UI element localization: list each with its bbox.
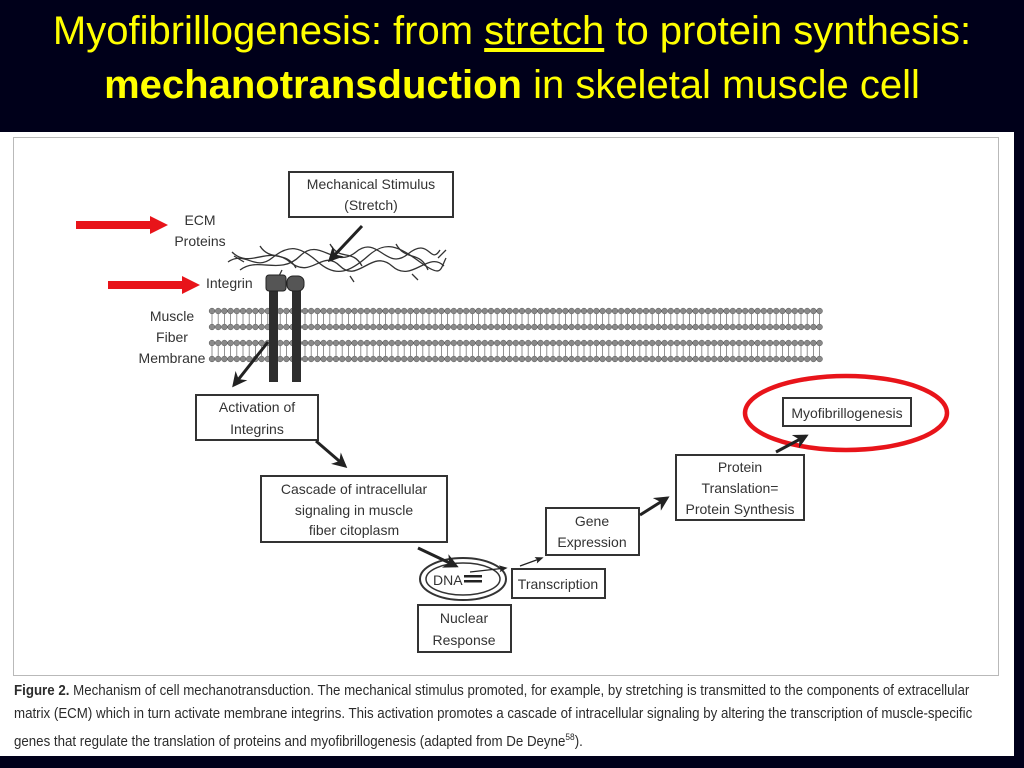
activation-of-integrins-box [196,395,318,440]
membrane-bilayer [209,305,826,365]
nuclear-line1: Nuclear [439,610,489,626]
caption-reference-number: 58 [565,732,575,742]
activation-line2: Integrins [230,421,284,437]
transcription-box [512,569,605,598]
nuclear-response-box [418,605,511,652]
transcription-label: Transcription [517,576,599,592]
gene-line1: Gene [574,513,610,529]
caption-figure-label: Figure 2. [14,683,70,699]
dna-label: DNA [433,572,463,588]
mechanical-stimulus-line1: Mechanical Stimulus [306,176,436,192]
gene-expression-box [546,508,639,555]
arrow-transcription-to-gene [520,558,542,566]
cascade-line2: signaling in muscle [294,502,414,518]
protein-line3: Protein Synthesis [685,501,795,517]
title-text-2: to protein synthesis: [604,9,972,53]
protein-translation-box [676,455,804,520]
ecm-pointer-arrow [76,216,168,234]
mechanotransduction-diagram [0,132,1014,677]
nuclear-line2: Response [432,632,496,648]
membrane-label-line3: Membrane [138,350,206,366]
slide-title [0,0,1024,130]
arrow-gene-to-protein [640,498,667,515]
title-text-1: Myofibrillogenesis: from [52,9,485,53]
protein-line1: Protein [717,459,763,475]
myofibrillogenesis-label: Myofibrillogenesis [791,405,903,421]
gene-line2: Expression [557,534,627,550]
cascade-line1: Cascade of intracellular [280,481,428,497]
title-line-1 [0,0,1024,58]
membrane-label-line2: Fiber [156,329,188,345]
ecm-label-line2: Proteins [174,233,226,249]
mechanical-stimulus-line2: (Stretch) [344,197,398,213]
arrow-protein-to-myofibrillogenesis [776,436,806,452]
dna-nucleus [420,558,506,600]
ecm-label-line1: ECM [184,212,216,228]
cascade-line3: fiber citoplasm [308,522,400,538]
title-text-3: in skeletal muscle cell [521,63,920,107]
title-bold-word: mechanotransduction [104,63,522,107]
title-stretch-word: stretch [484,9,605,53]
figure-panel [0,132,1014,756]
caption-text-end: ). [574,733,583,750]
caption-text: Mechanism of cell mechanotransduction. The mechanical stimulus promoted, for example, by stretching is transmitted to the components of extracellular matrix (ECM) which in turn activate membrane integrins. This activation promotes a cascade of intracellular signaling by altering the transcription of muscle-specific genes that regulate the translation of proteins and myofibrillogenesis (adapted from De Deyne [14,683,973,750]
myofibrillogenesis-box [783,398,911,426]
arrow-activation-to-cascade [316,441,345,466]
title-line-2 [0,58,1024,112]
figure-caption [14,680,1004,754]
integrin-pointer-arrow [108,276,200,294]
activation-line1: Activation of [218,399,296,415]
integrin-label: Integrin [206,275,253,291]
membrane-label-line1: Muscle [149,308,195,324]
ecm-fibers [228,244,446,282]
protein-line2: Translation= [701,480,779,496]
mechanical-stimulus-box [289,172,453,217]
cascade-signaling-box [261,476,447,542]
